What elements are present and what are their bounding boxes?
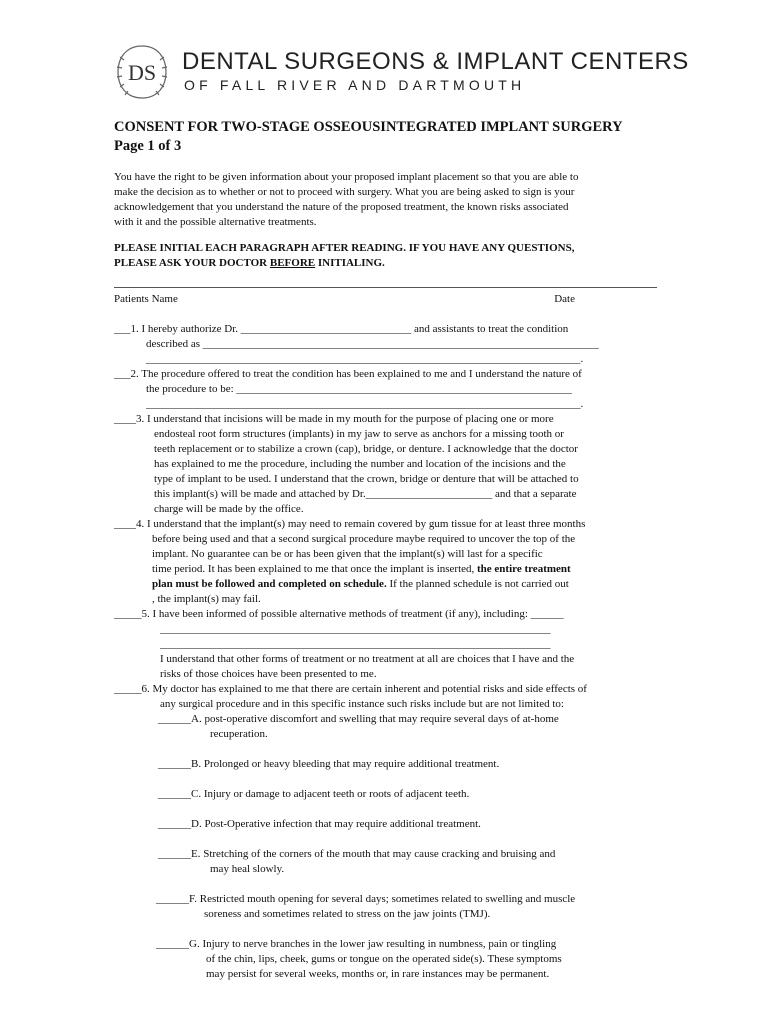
risk-item-e[interactable]: ______E. Stretching of the corners of the mouth that may cause cracking and bruising and may heal slowly.: [158, 848, 556, 875]
patient-name-label: Patients Name: [114, 293, 178, 305]
letterhead: [112, 40, 689, 110]
paragraph-5[interactable]: _____5. I have been informed of possible alternative methods of treatment (if any), including: ______ _______________________________________________________________________ _______________________________________________________________________ I understand that other forms of treatment or no treatment at all are choices that I have and the risks of those choices have been presented to me.: [114, 608, 575, 680]
risk-item-f[interactable]: ______F. Restricted mouth opening for several days; sometimes related to swelling and muscle soreness and sometimes related to stress on the jaw joints (TMJ).: [156, 893, 576, 920]
risk-item-c[interactable]: ______C. Injury or damage to adjacent teeth or roots of adjacent teeth.: [158, 788, 470, 800]
document-title: CONSENT FOR TWO-STAGE OSSEOUSINTEGRATED IMPLANT SURGERY: [114, 119, 623, 135]
paragraph-1[interactable]: ___1. I hereby authorize Dr. _______________________________ and assistants to treat the condition described as ________________________________________________________________________ _______________________________________________________________________________.: [114, 323, 599, 365]
risk-item-a[interactable]: ______A. post-operative discomfort and swelling that may require several days of at-home recuperation.: [158, 713, 559, 740]
paragraph-6[interactable]: _____6. My doctor has explained to me that there are certain inherent and potential risks and side effects of any surgical procedure and in this specific instance such risks include but are not limited to:: [114, 683, 587, 710]
risk-item-d[interactable]: ______D. Post-Operative infection that may require additional treatment.: [158, 818, 481, 830]
risk-item-g[interactable]: ______G. Injury to nerve branches in the lower jaw resulting in numbness, pain or tingling of the chin, lips, cheek, gums or tongue on the operated side(s). These symptoms may persist for several weeks, months or, in rare instances may be permanent.: [156, 938, 562, 980]
paragraph-3[interactable]: ____3. I understand that incisions will be made in my mouth for the purpose of placing one or more endosteal root form structures (implants) in my jaw to serve as anchors for a missing tooth or teeth replacement or to stabilize a crown (cap), bridge, or denture. I acknowledge that the doctor has explained to me the procedure, including the number and location of the incisions and the type of implant to be used. I understand that the crown, bridge or denture that will be attached to this implant(s) will be made and attached by Dr._______________________ and that a separate charge will be made by the office.: [114, 413, 579, 515]
date-label: Date: [554, 293, 575, 305]
intro-paragraph: You have the right to be given information about your proposed implant placement so that you are able to make the decision as to whether or not to proceed with surgery. What you are being asked to sign is your acknowledgement that you understand the nature of the proposed treatment, the known risks associated with it and the possible alternative treatments.: [114, 171, 579, 228]
consent-document: [114, 118, 659, 982]
risk-item-b[interactable]: ______B. Prolonged or heavy bleeding that may require additional treatment.: [158, 758, 500, 770]
patient-signature-line[interactable]: [114, 287, 657, 288]
signature-labels: [114, 292, 659, 307]
clinic-name: DENTAL SURGEONS & IMPLANT CENTERS: [182, 48, 689, 75]
clinic-location: OF FALL RIVER AND DARTMOUTH: [184, 77, 526, 93]
paragraph-4[interactable]: ____4. I understand that the implant(s) may need to remain covered by gum tissue for at least three months before being used and that a second surgical procedure maybe required to uncover the top of the implant. No guarantee can be or has been given that the implant(s) will last for a specific time period. It has been explained to me that once the implant is inserted, the entire treatment plan must be followed and completed on schedule. If the planned schedule is not carried out , the implant(s) may fail.: [114, 518, 586, 605]
initial-instruction: PLEASE INITIAL EACH PARAGRAPH AFTER READING. IF YOU HAVE ANY QUESTIONS, PLEASE ASK YOUR DOCTOR BEFORE INITIALING.: [114, 242, 575, 269]
svg-text:DS: DS: [127, 60, 157, 85]
page-indicator: Page 1 of 3: [114, 138, 182, 154]
clinic-logo-icon: [112, 40, 172, 104]
paragraph-2[interactable]: ___2. The procedure offered to treat the condition has been explained to me and I understand the nature of the procedure to be: _____________________________________________________________ _______________________________________________________________________________.: [114, 368, 584, 410]
